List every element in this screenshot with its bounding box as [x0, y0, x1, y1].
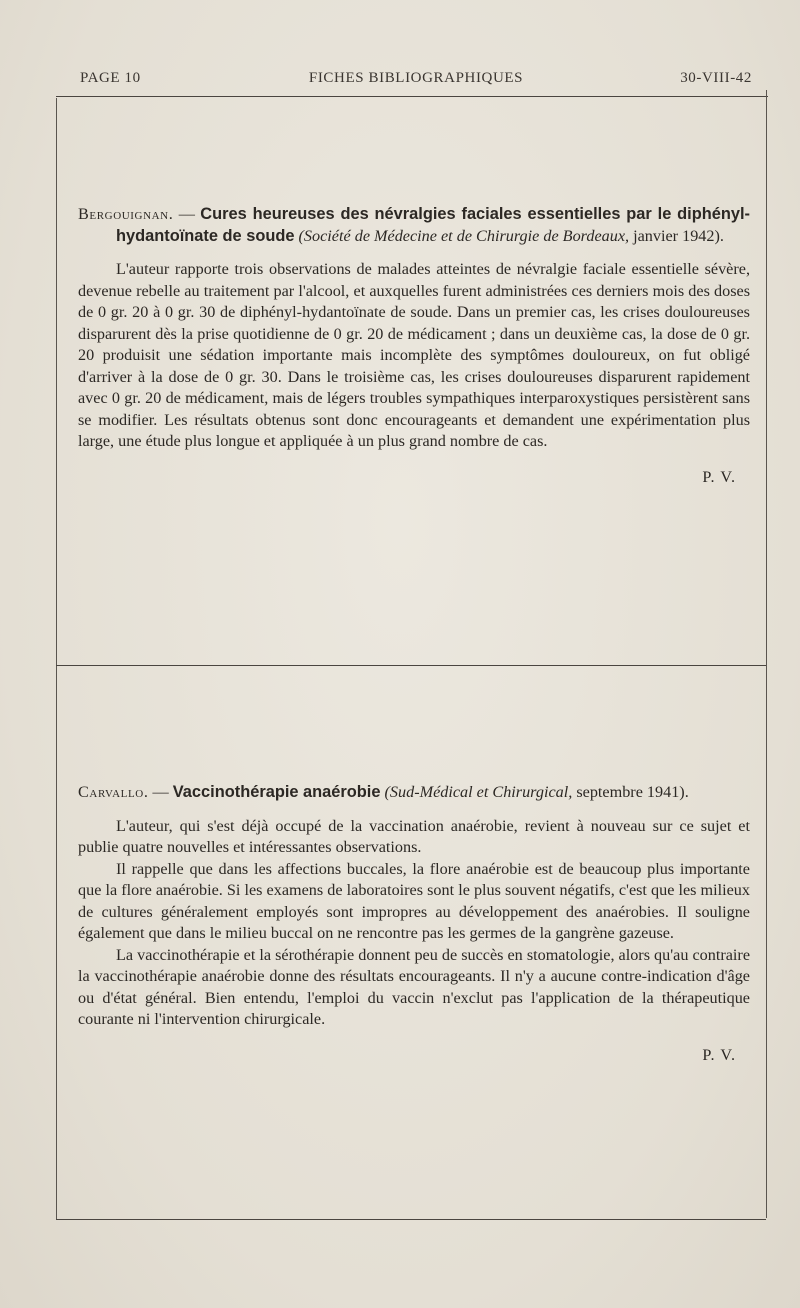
card-citation	[78, 204, 750, 247]
card-author: Carvallo.	[78, 783, 149, 801]
card-journal: (Sud-Médical et Chirurgical,	[384, 783, 573, 801]
card-journal: (Société de Médecine et de Chirurgie de Bordeaux,	[298, 226, 630, 245]
card-citation	[78, 782, 750, 804]
card-dash: —	[152, 783, 169, 801]
card-signature: P. V.	[702, 1045, 736, 1064]
card-paragraph: L'auteur, qui s'est déjà occupé de la vaccination anaérobie, revient à nouveau sur ce sujet et publie quatre nouvelles et intéressantes observations.	[78, 816, 750, 856]
card-date: janvier 1942).	[633, 226, 724, 245]
card-paragraph: Il rappelle que dans les affections buccales, la flore anaérobie est de beaucoup plus importante que la flore anaérobie. Si les examens de laboratoires sont le plus souvent négatifs, c'est que les milieux de cultures généralement employés sont impropres au développement des anaérobies. Il souligne également que dans le milieu buccal on ne rencontre pas les germes de la gangrène gazeuse.	[78, 859, 750, 942]
bibliographic-card-2	[78, 782, 750, 1066]
card-title: Vaccinothérapie anaérobie	[172, 783, 381, 801]
page-number: PAGE 10	[80, 70, 141, 86]
header-date: 30-VIII-42	[680, 70, 752, 86]
card-paragraph: L'auteur rapporte trois observations de malades atteintes de névralgie faciale essentielle sévère, devenue rebelle au traitement par l'alcool, et auxquelles furent administrées ces derniers mois des doses de 0 gr. 20 à 0 gr. 30 de diphényl-hydantoïnate de soude. Dans un premier cas, les crises douloureuses disparurent dès la prise quotidienne de 0 gr. 20 de médicament ; dans un deuxième cas, la dose de 0 gr. 20 produisit une sédation importante mais incomplète des symptômes douloureux, on fut obligé d'arriver à la dose de 0 gr. 30. Dans le troisième cas, les crises douloureuses disparurent rapidement avec 0 gr. 20 de médicament, mais de légers troubles sympathiques interparoxystiques persistèrent sans se modifier. Les résultats obtenus sont donc encourageants et demandent une expérimentation plus large, une étude plus longue et appliquée à un plus grand nombre de cas.	[78, 260, 750, 450]
card-signature: P. V.	[702, 467, 736, 486]
bibliographic-card-1	[78, 204, 750, 488]
card-separator-rule	[56, 665, 766, 666]
card-title: Cures heureuses des névralgies faciales essentielles par le diphényl-hydantoïnate de soude	[116, 205, 751, 245]
running-header	[80, 70, 752, 94]
page-bottom-rule	[56, 1219, 766, 1220]
frame-left-border	[56, 98, 57, 1220]
card-dash: —	[178, 205, 195, 223]
card-paragraph: La vaccinothérapie et la sérothérapie donnent peu de succès en stomatologie, alors qu'au contraire la vaccinothérapie anaérobie donne des résultats encourageants. Il n'y a aucune contre-indication d'âge ou d'état général. Bien entendu, l'emploi du vaccin n'exclut pas l'application de la thérapeutique courante ni l'intervention chirurgicale.	[78, 945, 750, 1028]
header-rule	[56, 96, 768, 97]
card-date: septembre 1941).	[576, 783, 689, 801]
card-author: Bergouignan.	[78, 205, 174, 223]
frame-right-border	[766, 90, 767, 1218]
header-title: FICHES BIBLIOGRAPHIQUES	[308, 70, 524, 86]
